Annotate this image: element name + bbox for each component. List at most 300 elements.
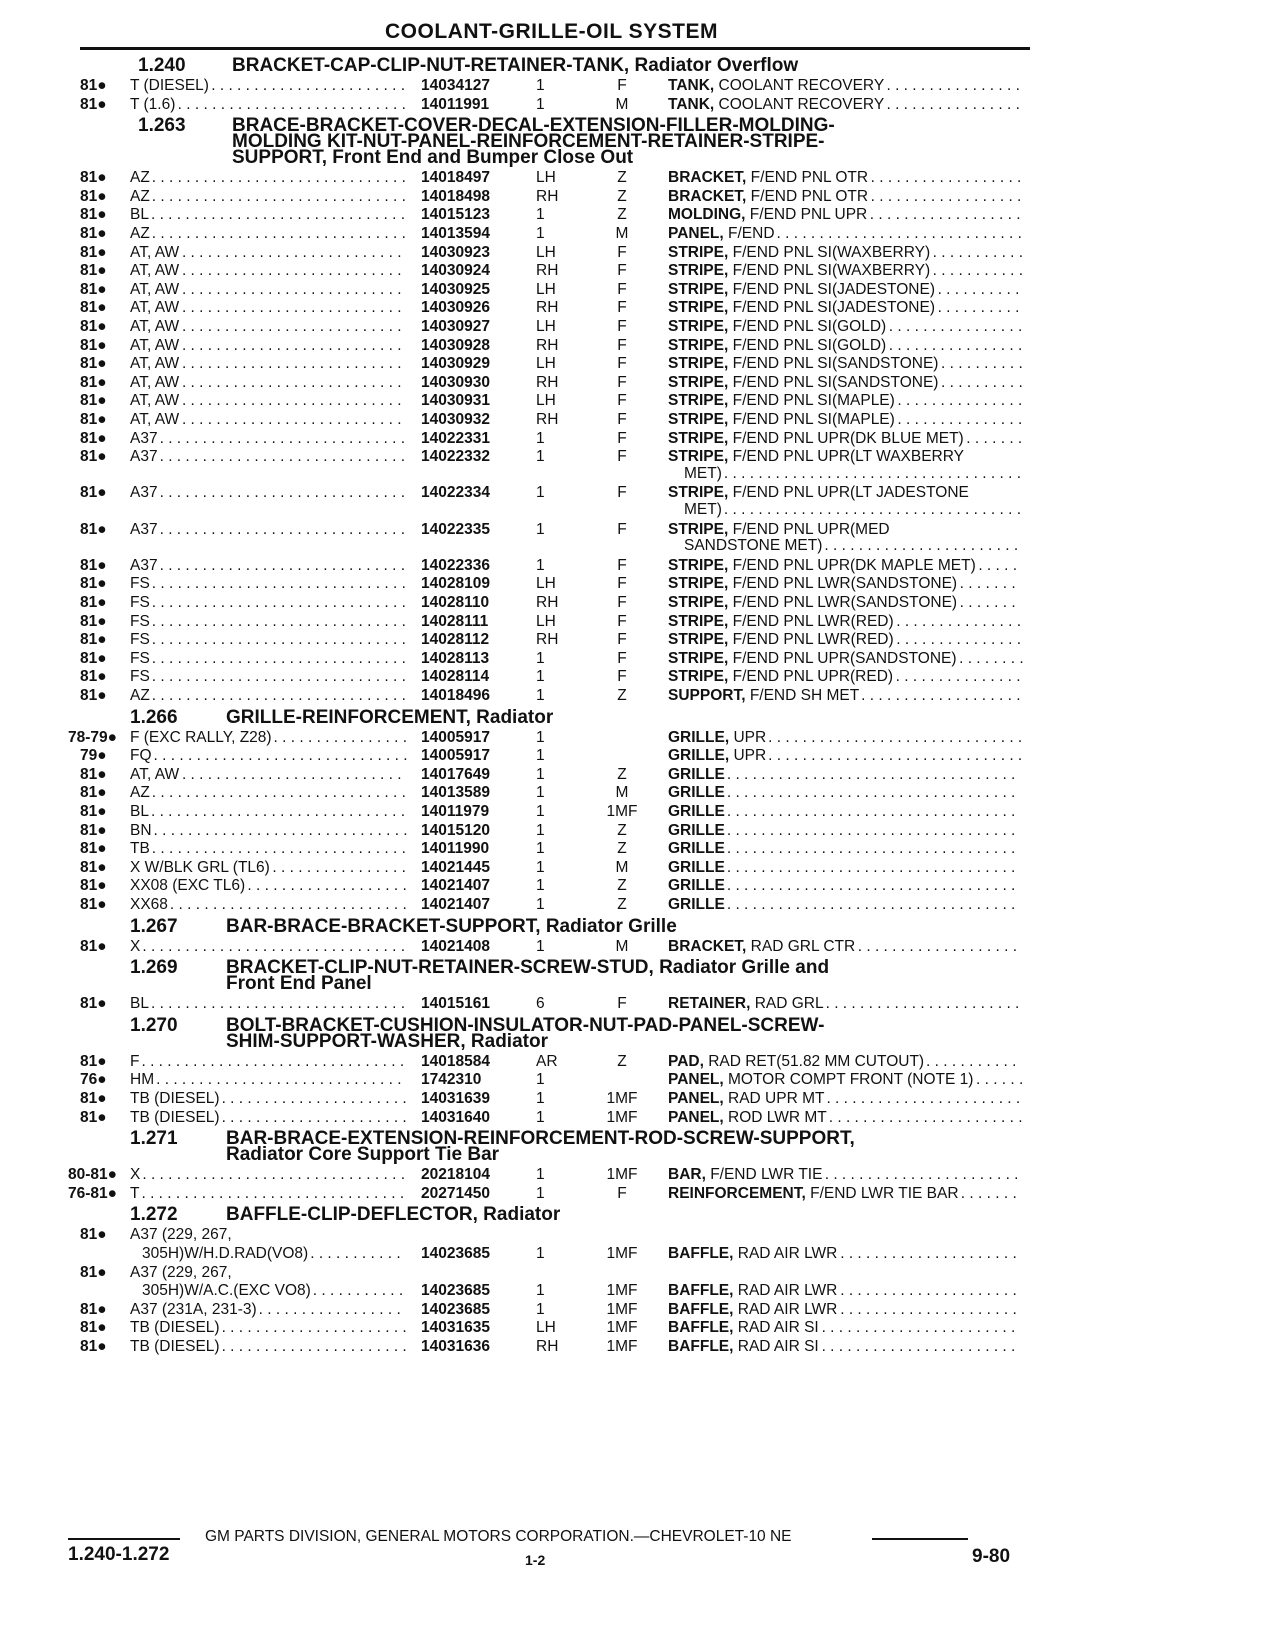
model-cell: AT, AW — [130, 318, 180, 335]
model-cell: A37 (229, 267, — [130, 1263, 232, 1281]
quantity: LH — [536, 1319, 556, 1337]
description-text: F/END PNL LWR(RED) — [728, 631, 894, 649]
leader-dots: . . . . . . . . . . . . . . . — [896, 631, 1022, 649]
section-number: 1.266 — [130, 706, 178, 728]
description-text: RAD AIR LWR — [733, 1245, 838, 1262]
source-code: 1MF — [606, 1245, 638, 1262]
description-name: GRILLE — [668, 877, 725, 895]
quantity: 1 — [536, 556, 545, 574]
leader-dots: . . . . . . . . . . . . . . . . . . . . . — [840, 1300, 1017, 1318]
description-name: PAD, — [668, 1052, 704, 1070]
description-name: REINFORCEMENT, — [668, 1184, 806, 1202]
year-cell: 81● — [80, 575, 107, 593]
quantity: RH — [536, 187, 559, 205]
description-name: STRIPE, — [668, 429, 729, 447]
description-text: RAD AIR LWR — [733, 1300, 838, 1318]
model-cell: AT, AW — [130, 765, 180, 783]
leader-dots: . . . . . . . . . . . . . . . . . . . . . . . — [828, 1108, 1023, 1126]
year-cell: 81● — [80, 937, 107, 955]
description-text: F/END LWR TIE — [705, 1166, 823, 1184]
model-cell: BN — [130, 821, 152, 839]
year-cell: 81● — [80, 318, 107, 335]
footer-rule-left — [68, 1538, 180, 1540]
model-cell: T (DIESEL) — [130, 77, 209, 94]
leader-dots: . . . . . . . . . . . . . . . . . . . . . . . . . . . . . . — [151, 687, 406, 704]
leader-dots: . . . . . . . . . . . . . . . . . . . . . . . — [825, 995, 1020, 1013]
description — [668, 594, 957, 612]
year-cell: 81● — [80, 262, 107, 280]
leader-dots: . . . . . . . . . . . . . . . . . . — [870, 169, 1022, 187]
model-cell: AZ — [130, 187, 150, 205]
description — [668, 575, 957, 593]
description-text: F/END PNL SI(JADESTONE) — [728, 299, 935, 317]
description — [668, 1338, 819, 1356]
leader-dots: . . . . . . . . . . . . . . . — [895, 668, 1021, 686]
part-row — [0, 1245, 1280, 1263]
model-cell: AZ — [130, 784, 150, 802]
year-cell: 78-79● — [68, 728, 118, 746]
year-cell: 81● — [80, 169, 107, 187]
description-name: STRIPE, — [668, 411, 729, 428]
leader-dots: . . . . . . . . . . . . . . . . — [272, 858, 406, 876]
year-cell: 80-81● — [68, 1166, 118, 1184]
source-code: F — [617, 280, 627, 298]
description-name: PANEL, — [668, 225, 724, 242]
model-cell: A37 (231A, 231-3) — [130, 1300, 257, 1318]
leader-dots: . . . . . . . . . . . . . . . . . . . . . . . . . . . . . . — [151, 649, 406, 667]
description-name: GRILLE — [668, 784, 725, 802]
leader-dots: . . . . . . . . . . . . . . . . . . . . . . . . . . — [181, 336, 402, 354]
quantity: 1 — [536, 95, 545, 113]
source-code: M — [615, 784, 629, 802]
leader-dots: . . . . . . . . . . . . . . . . . . . . . . . . . . — [181, 411, 402, 428]
year-cell: 81● — [80, 1319, 107, 1337]
quantity: LH — [536, 612, 556, 630]
model-cell: A37 — [130, 448, 158, 466]
quantity: 1 — [536, 1108, 545, 1126]
quantity: 1 — [536, 821, 545, 839]
year-cell: 81● — [80, 821, 107, 839]
year-cell: 81● — [80, 631, 107, 649]
leader-dots: . . . . . . . . . . . . . . . . — [888, 318, 1023, 335]
part-row — [0, 244, 1280, 262]
year-cell: 81● — [80, 299, 107, 317]
year-cell: 81● — [80, 373, 107, 391]
header-rule — [80, 47, 1030, 50]
source-code: 1MF — [606, 803, 638, 820]
quantity: RH — [536, 336, 559, 354]
description — [668, 1109, 827, 1127]
part-row — [0, 1166, 1280, 1184]
description — [668, 206, 867, 224]
leader-dots: . . . . . . . . . . . . . . . . . . . . . . . . . . . . . . — [151, 575, 406, 593]
part-row — [0, 784, 1280, 802]
part-row — [0, 822, 1280, 840]
part-number: 14028112 — [421, 631, 490, 649]
leader-dots: . . . . . . . . . . . . . . . . . . . . . . . . . . — [181, 299, 402, 317]
leader-dots: . . . . . . . . . . . . . . . . . . . . . . . . . . . . — [169, 896, 407, 913]
part-number: 14030927 — [421, 318, 490, 335]
source-code: M — [615, 225, 629, 242]
source-code: 1MF — [606, 1300, 638, 1318]
description-name: GRILLE — [668, 821, 725, 839]
leader-dots: . . . . . . . . . . . . . . . . . . . . . . . — [821, 1319, 1016, 1337]
part-row — [0, 859, 1280, 877]
section-title-line: BAR-BRACE-BRACKET-SUPPORT, Radiator Grille — [226, 915, 677, 937]
description — [668, 281, 935, 299]
part-row — [0, 77, 1280, 95]
description-name: GRILLE — [668, 803, 725, 820]
leader-dots: . . . . . . . . . . . . . . . . . . . . . . . . . . . . . — [159, 556, 406, 574]
year-cell: 81● — [80, 448, 107, 466]
source-code: 1MF — [606, 1108, 638, 1126]
source-code: 1MF — [606, 1166, 638, 1184]
part-row — [0, 1338, 1280, 1356]
model-cell: X — [130, 1166, 141, 1184]
part-number: 14011979 — [421, 803, 490, 820]
source-code: F — [617, 243, 627, 261]
year-cell: 81● — [80, 411, 107, 428]
model-cell: 305H)W/H.D.RAD(VO8) — [142, 1245, 309, 1262]
leader-dots: . . . . . . . . . . . . . . . . — [273, 728, 408, 746]
part-row — [0, 747, 1280, 765]
description-name: STRIPE, — [668, 243, 729, 261]
leader-dots: . . . . . . . — [966, 429, 1023, 447]
year-cell: 81● — [80, 225, 107, 242]
description-name: BRACKET, — [668, 937, 747, 955]
part-row — [0, 575, 1280, 593]
quantity: 1 — [536, 1282, 545, 1300]
description-continuation — [0, 465, 1280, 483]
part-number: 14030929 — [421, 355, 490, 373]
quantity: 1 — [536, 803, 545, 820]
description — [668, 1245, 837, 1263]
leader-dots: . . . . . . . . . . . . . . . . . . . . . . . — [821, 1338, 1016, 1355]
quantity: 1 — [536, 429, 545, 447]
description — [668, 896, 725, 914]
model-cell: T (1.6) — [130, 95, 176, 113]
leader-dots: . . . . . . . . . . . . . . . . . . — [869, 206, 1021, 224]
source-code: Z — [617, 687, 627, 704]
leader-dots: . . . . . . . . . . . . . . . . . . . . . . . — [824, 537, 1019, 555]
description-name: STRIPE, — [668, 262, 729, 280]
leader-dots: . . . . . . . . . . . . . . . . . . . . . . . — [824, 1166, 1019, 1184]
description-name: BAFFLE, — [668, 1245, 734, 1262]
leader-dots: . . . . . . . . . . . . . . . . . . . . . . . . . . . . . . — [151, 187, 406, 205]
description-name: STRIPE, — [668, 392, 729, 410]
source-code: F — [617, 594, 627, 611]
quantity: 1 — [536, 937, 545, 955]
quantity: LH — [536, 169, 556, 187]
part-row — [0, 1282, 1280, 1300]
part-row — [0, 729, 1280, 747]
description-name: GRILLE — [668, 896, 725, 913]
part-number: 14023685 — [421, 1245, 490, 1262]
continuation-text: MET) — [684, 464, 722, 482]
source-code: Z — [617, 765, 627, 783]
leader-dots: . . . . . . . . . . . . . . . . . . . . . . . . . . . . . . . . . . . — [723, 464, 1022, 482]
description-text: ROD LWR MT — [723, 1108, 827, 1126]
section-heading — [0, 1204, 1280, 1226]
description — [668, 1282, 837, 1300]
part-number: 14023685 — [421, 1282, 490, 1300]
section-title-line: SUPPORT, Front End and Bumper Close Out — [232, 147, 634, 169]
section-title-line: BAFFLE-CLIP-DEFLECTOR, Radiator — [226, 1204, 561, 1226]
part-row — [0, 803, 1280, 821]
description-name: BRACKET, — [668, 187, 747, 205]
part-row — [0, 1053, 1280, 1071]
part-row — [0, 613, 1280, 631]
description-name: STRIPE, — [668, 575, 729, 593]
leader-dots: . . . . . . . . . . . . . . . . . . . — [861, 687, 1021, 704]
part-row — [0, 521, 1280, 539]
part-row — [0, 96, 1280, 114]
description-continuation — [0, 537, 1280, 555]
model-cell: A37 — [130, 556, 158, 574]
part-number: 14018496 — [421, 687, 490, 704]
part-row — [0, 392, 1280, 410]
model-cell: AT, AW — [130, 262, 180, 280]
part-number: 14005917 — [421, 728, 490, 746]
source-code: F — [617, 373, 627, 391]
source-code: Z — [617, 840, 627, 858]
year-cell: 81● — [80, 187, 107, 205]
description — [668, 392, 895, 410]
description-name: STRIPE, — [668, 556, 729, 574]
model-cell: FS — [130, 631, 150, 649]
description — [668, 337, 886, 355]
part-number: 14017649 — [421, 765, 490, 783]
part-number: 14013594 — [421, 225, 490, 242]
leader-dots: . . . . . . . . . . . . . . . . . . . . . . . . . . . . . . — [151, 668, 406, 686]
description — [668, 169, 868, 187]
year-cell: 81● — [80, 1263, 107, 1281]
quantity: 1 — [536, 225, 545, 242]
part-number: 14031636 — [421, 1338, 490, 1355]
description-name: PANEL, — [668, 1071, 724, 1089]
description-text: RAD UPR MT — [723, 1090, 825, 1107]
year-cell: 81● — [80, 877, 107, 895]
part-number: 14030926 — [421, 299, 490, 317]
quantity: 1 — [536, 1090, 545, 1107]
part-row — [0, 281, 1280, 299]
quantity: 1 — [536, 784, 545, 802]
year-cell: 81● — [80, 95, 107, 113]
year-cell: 81● — [80, 429, 107, 447]
part-row — [0, 355, 1280, 373]
model-cell: AZ — [130, 169, 150, 187]
part-row — [0, 896, 1280, 914]
description-name: STRIPE, — [668, 649, 729, 667]
part-row — [0, 484, 1280, 502]
model-cell: A37 (229, 267, — [130, 1226, 232, 1244]
quantity: 1 — [536, 765, 545, 783]
model-cell: F (EXC RALLY, Z28) — [130, 728, 272, 746]
description — [668, 822, 725, 840]
continuation-text: SANDSTONE MET) — [684, 537, 823, 555]
description — [668, 668, 893, 686]
description-text: F/END PNL SI(GOLD) — [728, 318, 887, 335]
part-number: 20218104 — [421, 1166, 490, 1184]
description-name: BAFFLE, — [668, 1338, 734, 1355]
description — [668, 1301, 837, 1319]
leader-dots: . . . . . . . . . . . — [312, 1282, 404, 1300]
part-number: 14022334 — [421, 484, 490, 502]
section-number: 1.240 — [138, 55, 186, 76]
model-cell: X W/BLK GRL (TL6) — [130, 858, 270, 876]
leader-dots: . . . . . . . . . . . . . . . . . . . . . . . . . . . . . — [159, 429, 406, 447]
part-number: 14021407 — [421, 896, 490, 913]
leader-dots: . . . . . . . . . . . . . . . . . . . . . . . . . . — [181, 392, 402, 410]
quantity: RH — [536, 594, 559, 611]
leader-dots: . . . . . . . . . . . . . . . . . . . . . . . . . . — [181, 262, 402, 280]
leader-dots: . . . . . . . . . . . . . . . . . . . . . . . . . . . . . — [776, 225, 1022, 242]
part-number: 20271450 — [421, 1184, 490, 1202]
description-name: STRIPE, — [668, 336, 729, 354]
section-title-line: Front End Panel — [226, 973, 372, 995]
year-cell: 81● — [80, 206, 107, 224]
part-number: 14023685 — [421, 1300, 490, 1318]
description-text: UPR — [729, 728, 767, 746]
description-text: F/END PNL UPR(RED) — [728, 668, 894, 686]
description-name: GRILLE, — [668, 728, 730, 746]
part-row — [0, 1109, 1280, 1127]
year-cell: 81● — [80, 668, 107, 686]
year-cell: 76● — [80, 1071, 107, 1089]
leader-dots: . . . . . . . . . . . . . . . . . . . . . . . . . . . . . . . — [141, 1184, 405, 1202]
year-cell: 81● — [80, 1108, 107, 1126]
source-code: M — [615, 95, 629, 113]
year-cell: 81● — [80, 520, 107, 538]
part-row — [0, 995, 1280, 1013]
leader-dots: . . . . . . . . . . . . . . . . . . . . . . . . . . . . . — [159, 484, 406, 502]
description-text: F/END PNL SI(WAXBERRY) — [728, 262, 931, 280]
source-code: F — [617, 1184, 627, 1202]
footer-rule-right — [872, 1538, 968, 1540]
model-cell: FS — [130, 612, 150, 630]
description — [668, 355, 938, 373]
year-cell: 81● — [80, 858, 107, 876]
description-text: F/END PNL OTR — [746, 169, 869, 187]
description-text: F/END — [723, 225, 775, 242]
leader-dots: . . . . . . . . . . . . . . . . . . . . . . . . . . . . . . — [151, 631, 406, 649]
model-cell: A37 — [130, 520, 158, 538]
part-row — [0, 169, 1280, 187]
quantity: 1 — [536, 206, 545, 224]
year-cell: 81● — [80, 243, 107, 261]
description — [668, 784, 725, 802]
description-text: COOLANT RECOVERY — [714, 95, 885, 113]
year-cell: 81● — [80, 995, 107, 1013]
description-text: F/END PNL UPR — [745, 206, 868, 224]
footer-page-number: 1-2 — [525, 1552, 546, 1568]
section-title-line: BAR-BRACE-EXTENSION-REINFORCEMENT-ROD-SCREW-SUPPORT, — [226, 1128, 855, 1150]
part-number: 14030932 — [421, 411, 490, 428]
leader-dots: . . . . . . . . . . . . . . . . . . . . . . . . . . . . . . — [150, 206, 406, 224]
source-code: Z — [617, 169, 627, 187]
quantity: RH — [536, 373, 559, 391]
description-name: STRIPE, — [668, 668, 729, 686]
leader-dots: . . . . . . . . . . . . . . . . . . . . . . . — [211, 77, 406, 94]
section-heading — [0, 915, 1280, 937]
part-number: 14021408 — [421, 937, 490, 955]
part-number: 14034127 — [421, 77, 490, 94]
footer-range: 1.240-1.272 — [68, 1544, 170, 1565]
description — [668, 650, 957, 668]
part-number: 14031635 — [421, 1319, 490, 1337]
section-heading — [0, 957, 1280, 995]
footer-date: 9-80 — [972, 1546, 1011, 1567]
model-cell: AT, AW — [130, 280, 180, 298]
year-cell: 81● — [80, 765, 107, 783]
leader-dots: . . . . . . . . . . . — [932, 262, 1024, 280]
description — [668, 1090, 824, 1108]
year-cell: 81● — [80, 1226, 107, 1244]
quantity: LH — [536, 318, 556, 335]
part-row — [0, 1226, 1280, 1244]
description-text: F/END PNL SI(SANDSTONE) — [728, 355, 939, 373]
description-name: MOLDING, — [668, 206, 746, 224]
leader-dots: . . . . . . . . . . . . . . . . . . . . . . . . . . . . . — [156, 1071, 402, 1089]
quantity: 1 — [536, 1184, 545, 1202]
model-cell: FQ — [130, 747, 152, 765]
year-cell: 81● — [80, 1300, 107, 1318]
leader-dots: . . . . . . . . . . . . . . . . . . . . . . . . . . . . . . . . . . — [726, 896, 1016, 913]
description-text: F/END PNL SI(MAPLE) — [728, 411, 895, 428]
source-code: F — [617, 392, 627, 410]
part-row — [0, 225, 1280, 243]
part-number: 14018584 — [421, 1052, 490, 1070]
description-text: UPR — [729, 747, 767, 765]
leader-dots: . . . . . . . . . . . . . . . . . . . . . . . . . . . . . . — [768, 747, 1023, 765]
description-continuation — [0, 501, 1280, 519]
part-number: 14011991 — [421, 95, 490, 113]
part-row — [0, 840, 1280, 858]
source-code: M — [615, 858, 629, 876]
source-code: Z — [617, 187, 627, 205]
description — [668, 411, 895, 429]
part-number: 14011990 — [421, 840, 490, 858]
year-cell: 76-81● — [68, 1184, 118, 1202]
part-row — [0, 1071, 1280, 1089]
year-cell: 81● — [80, 1052, 107, 1070]
source-code: Z — [617, 1052, 627, 1070]
part-number: 14013589 — [421, 784, 490, 802]
source-code: 1MF — [606, 1090, 638, 1107]
section-title — [226, 957, 830, 995]
description — [668, 859, 725, 877]
quantity: RH — [536, 1338, 559, 1355]
quantity: 1 — [536, 1166, 545, 1184]
section-number: 1.267 — [130, 915, 178, 937]
description — [668, 766, 725, 784]
source-code: F — [617, 575, 627, 593]
leader-dots: . . . . . . . — [960, 1184, 1017, 1202]
quantity: 1 — [536, 484, 545, 502]
quantity: 1 — [536, 668, 545, 686]
part-row — [0, 1264, 1280, 1282]
source-code: F — [617, 336, 627, 354]
leader-dots: . . . . . . . . . . . . . . . . . . . . . . . . . . — [181, 318, 402, 335]
leader-dots: . . . . . . . . . . . . . . . . . . . . . . . . . . . . . . . . . . — [726, 840, 1016, 858]
source-code: F — [617, 995, 627, 1013]
description-text: RAD AIR SI — [733, 1338, 819, 1355]
description — [668, 188, 868, 206]
model-cell: TB (DIESEL) — [130, 1108, 220, 1126]
part-row — [0, 687, 1280, 705]
description-name: STRIPE, — [668, 631, 729, 649]
leader-dots: . . . . . . . . . . — [937, 280, 1020, 298]
